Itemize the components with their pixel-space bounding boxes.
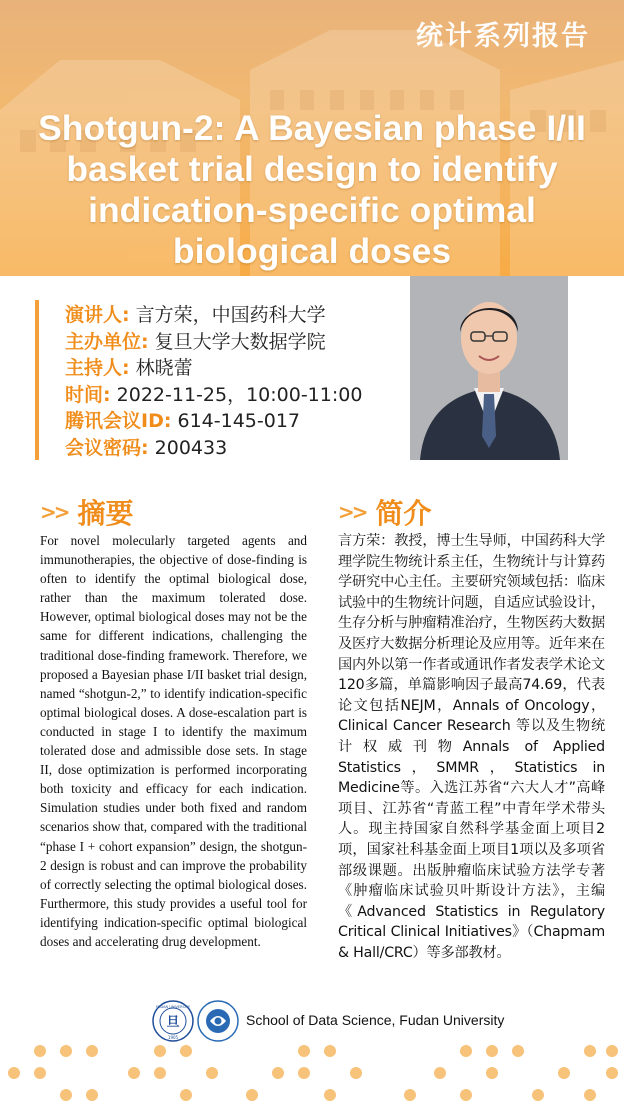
info-host-org xyxy=(65,329,362,356)
intro-heading-text: 简介 xyxy=(375,497,432,530)
talk-title-line: indication-specific optimal xyxy=(88,190,536,230)
abstract-heading-text: 摘要 xyxy=(77,497,134,530)
info-moderator xyxy=(65,355,362,382)
talk-title xyxy=(10,108,614,272)
chevron-right-icon: >> xyxy=(338,500,366,524)
info-value: 614-145-017 xyxy=(171,410,300,432)
info-label: 时间: xyxy=(65,383,111,406)
info-meeting-id xyxy=(65,408,362,435)
info-value: 复旦大学大数据学院 xyxy=(148,330,326,353)
info-label: 腾讯会议ID: xyxy=(65,410,172,432)
info-value: 言方荣，中国药科大学 xyxy=(129,304,326,326)
info-label: 会议密码: xyxy=(65,436,149,459)
series-tag: 统计系列报告 xyxy=(416,21,590,52)
abstract-text: For novel molecularly targeted agents and immunotherapies, the objective of dose-finding is often to identify the optimal biological dose, rather than the maximum tolerated dose. However, optimal biological doses may not be the same for different indications, challenging the traditional dose-finding framework. Therefore, we proposed a Bayesian phase I/II basket trial design, named “shotgun-2,” to identify indication-specific optimal biological doses. A dose-escalation part is conducted in stage I to identify the maximum tolerated dose and admissible dose sets. In stage II, dose optimization is performed incorporating both toxicity and efficacy for each indication. Simulation studies under both fixed and random scenarios show that, compared with the traditional “phase I + cohort expansion” design, the shotgun-2 design is robust and can improve the probability of correctly selecting the optimal biological doses. Furthermore, this study provides a useful tool for identifying indication-specific optimal biological doses and accelerating drug development. xyxy=(40,533,307,949)
info-value: 200433 xyxy=(148,436,228,459)
info-speaker xyxy=(65,302,362,329)
info-time xyxy=(65,382,362,409)
abstract-heading xyxy=(40,492,134,532)
chevron-right-icon: >> xyxy=(40,500,68,524)
info-value: 2022-11-25，10:00-11:00 xyxy=(110,383,363,406)
speaker-photo xyxy=(410,276,568,460)
talk-title-line: Shotgun-2: A Bayesian phase I/II xyxy=(38,108,586,148)
svg-text:旦: 旦 xyxy=(166,1015,180,1030)
talk-title-line: basket trial design to identify xyxy=(66,149,558,189)
intro-text: 言方荣：教授，博士生导师，中国药科大学理学院生物统计系主任，生物统计与计算药学研究中心主任。主要研究领域包括：临床试验中的生物统计问题，自适应试验设计，生存分析与肿瘤精准治疗，生物医药大数据及医疗大数据分析理论及应用等。近年来在国内外以第一作者或通讯作者发表学术论文120多篇，单篇影响因子最高74.69，代表论文包括NEJM，Annals of Oncology，Clinical Cancer Research 等以及生物统计权威刊物Annals of Applied Statistics，SMMR，Statistics in Medicine等。入选江苏省“六大人才”高峰项目、江苏省“青蓝工程”中青年学术带头人。现主持国家自然科学基金面上项目2项，国家社科基金面上项目1项以及多项省部级课题。出版肿瘤临床试验方法学专著《肿瘤临床试验贝叶斯设计方法》，主编《Advanced Statistics in Regulatory Critical Clinical Initiatives》（Chapmam & Hall/CRC）等多部教材。 xyxy=(338,533,605,961)
talk-title-line: biological doses xyxy=(172,231,452,271)
info-label: 主持人: xyxy=(65,357,130,379)
logo1-label: FUDAN UNIVERSITY xyxy=(155,1005,191,1009)
event-info xyxy=(65,302,362,461)
decorative-dots xyxy=(0,1034,624,1113)
info-value: 林晓蕾 xyxy=(129,357,193,379)
header-banner xyxy=(0,0,624,276)
info-label: 主办单位: xyxy=(65,330,149,353)
school-name: School of Data Science, Fudan University xyxy=(246,1012,505,1028)
info-accent-bar xyxy=(35,300,39,460)
logo1-year: 1905 xyxy=(167,1035,179,1040)
intro-heading xyxy=(338,492,432,532)
info-password xyxy=(65,435,362,462)
info-label: 演讲人: xyxy=(65,304,130,326)
